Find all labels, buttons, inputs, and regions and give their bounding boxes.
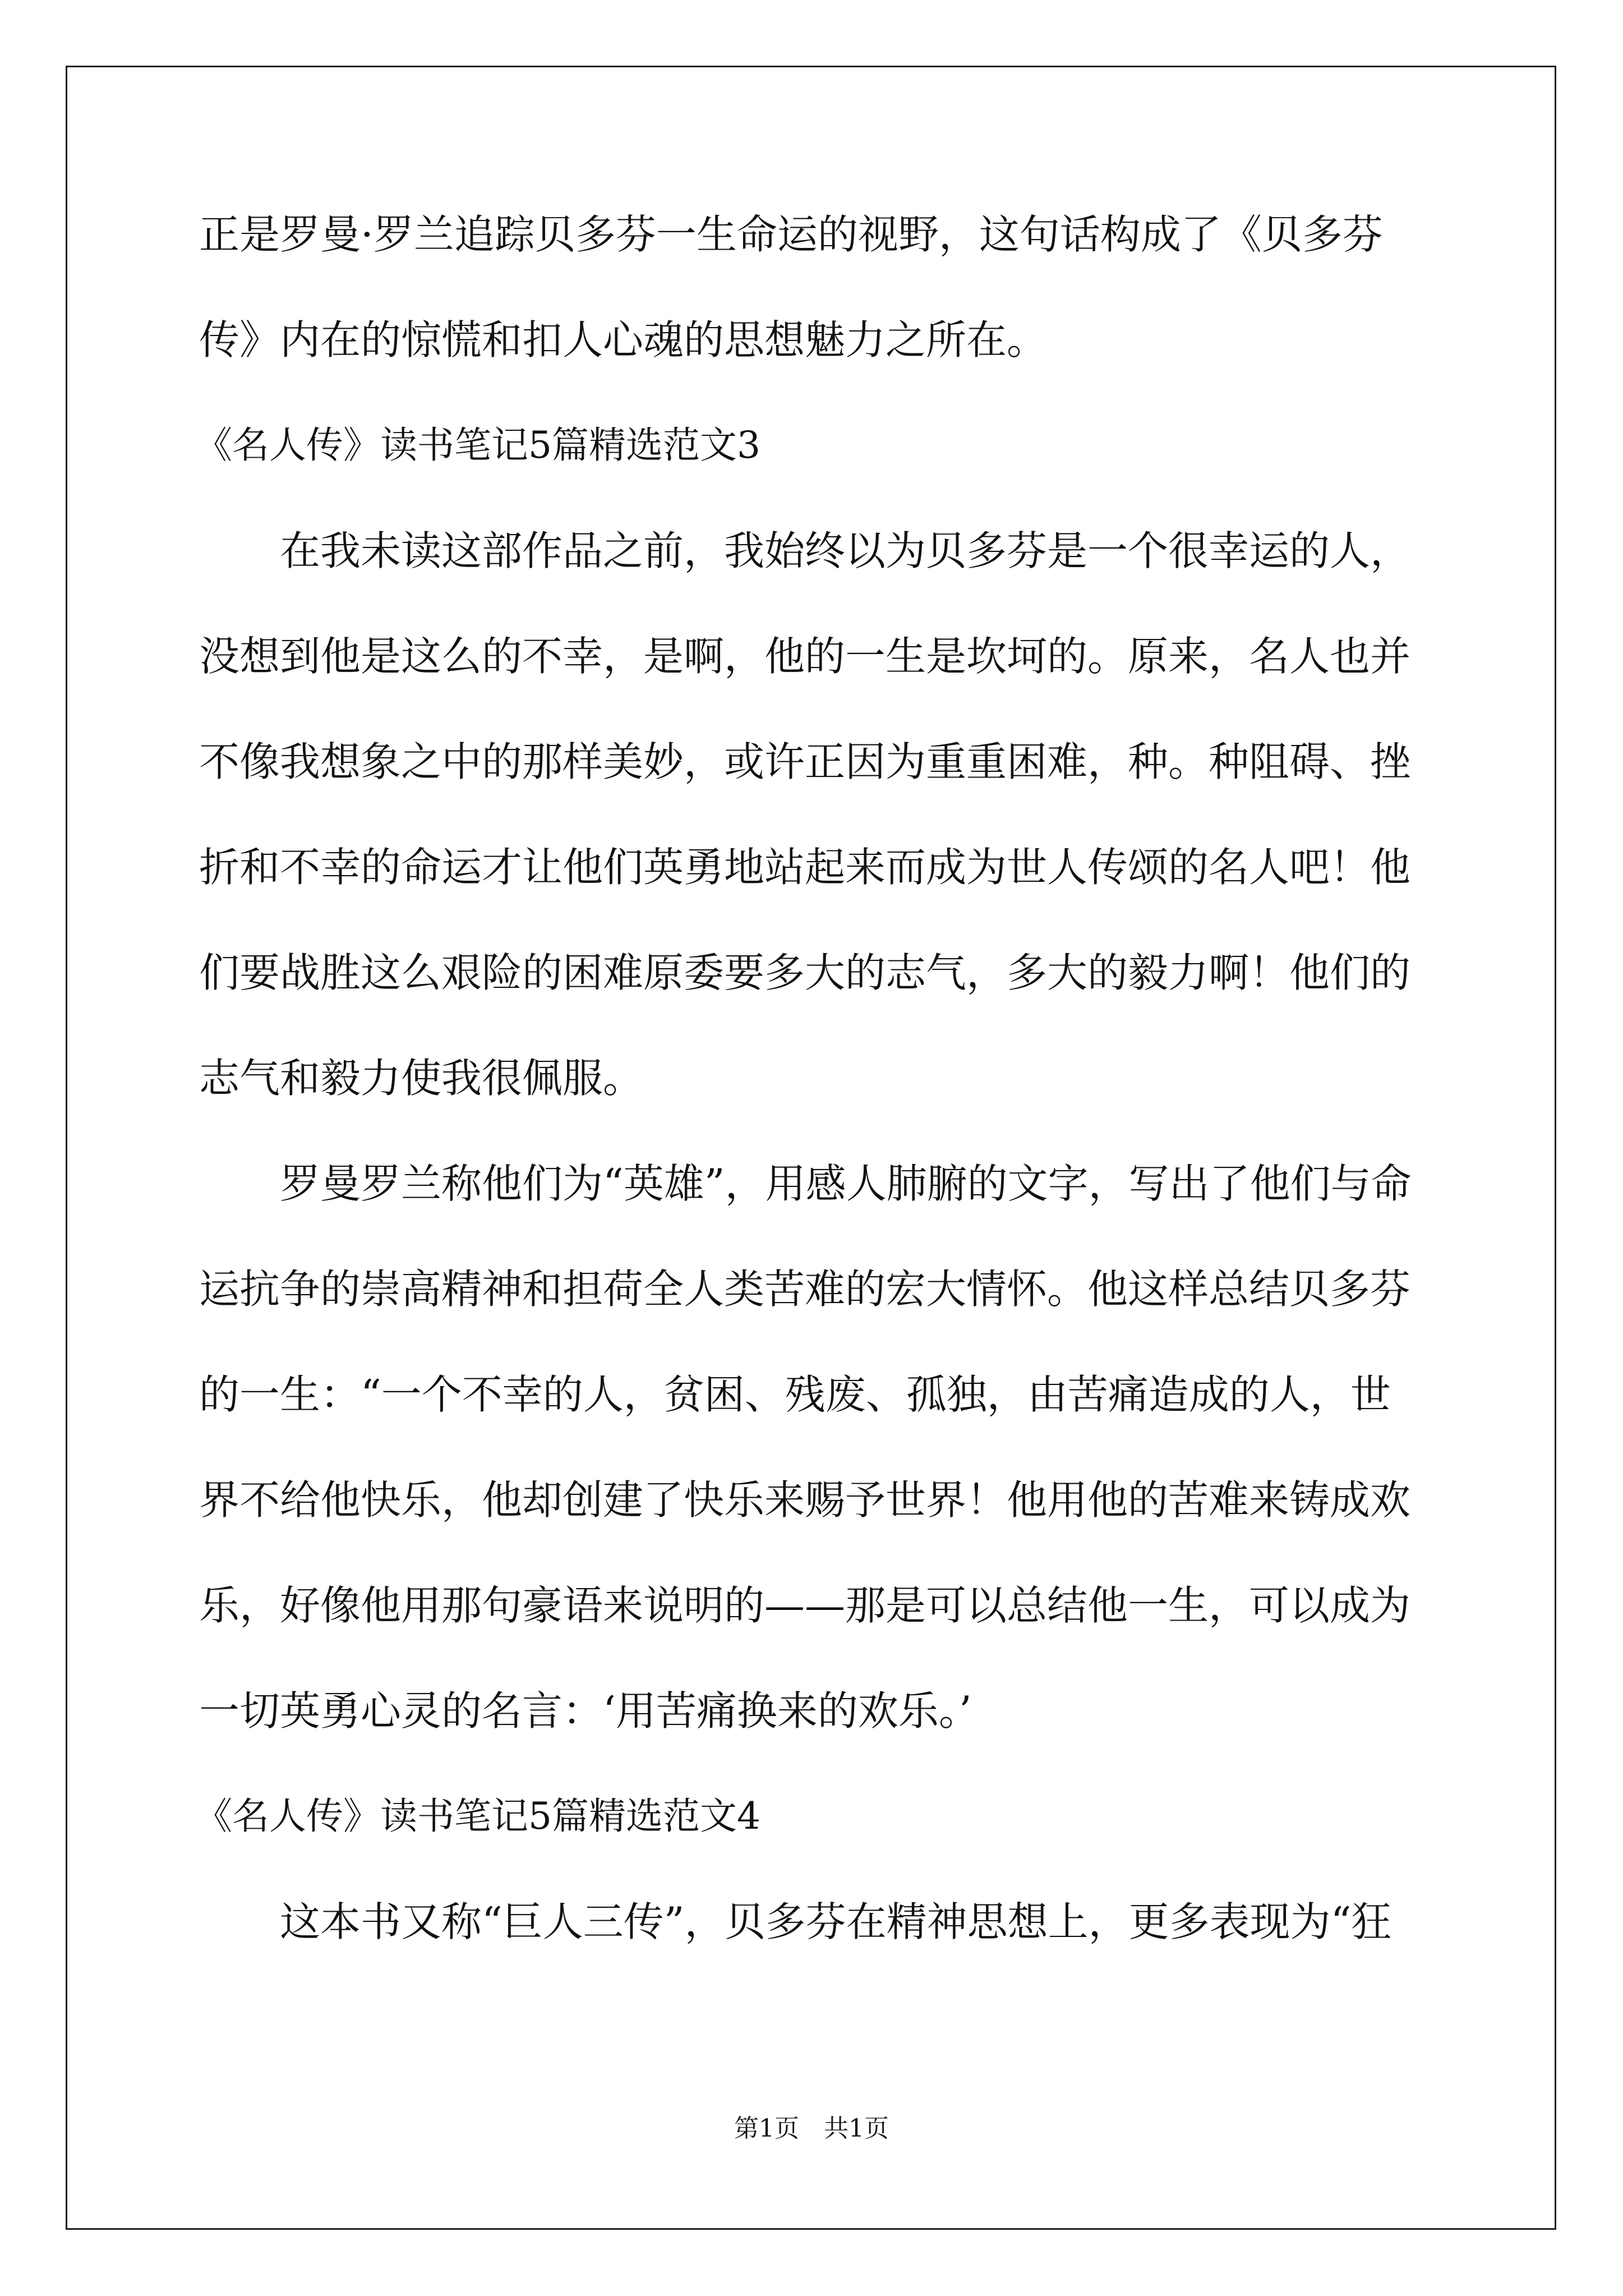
- section-heading: 《名人传》读书笔记5篇精选范文4: [195, 1795, 760, 1838]
- text-line: 界不给他快乐，他却创建了快乐来赐予世界！他用他的苦难来铸成欢: [199, 1476, 1411, 1524]
- text-line: 乐，好像他用那句豪语来说明的——那是可以总结他一生，可以成为: [199, 1582, 1411, 1629]
- text-line: 一切英勇心灵的名言：‘用苦痛换来的欢乐。’: [199, 1687, 972, 1734]
- section-heading: 《名人传》读书笔记5篇精选范文3: [195, 424, 760, 467]
- text-line: 没想到他是这么的不幸，是啊，他的一生是坎坷的。原来，名人也并: [199, 633, 1411, 680]
- page-number-footer: 第1页 共1页: [734, 2114, 889, 2143]
- document-body: [195, 211, 1427, 2005]
- paragraph-first-line: 在我未读这部作品之前，我始终以为贝多芬是一个很幸运的人，: [280, 527, 1411, 574]
- text-line: 折和不幸的命运才让他们英勇地站起来而成为世人传颂的名人吧！他: [199, 844, 1411, 891]
- text-line: 志气和毅力使我很佩服。: [199, 1055, 644, 1102]
- text-line: 的一生：“一个不幸的人，贫困、残废、孤独，由苦痛造成的人，世: [199, 1371, 1391, 1418]
- paragraph-first-line: 罗曼罗兰称他们为“英雄”，用感人肺腑的文字，写出了他们与命: [280, 1160, 1412, 1207]
- text-line: 不像我想象之中的那样美妙，或许正因为重重困难，种。种阻碍、挫: [199, 738, 1411, 785]
- text-line: 运抗争的崇高精神和担荷全人类苦难的宏大情怀。他这样总结贝多芬: [199, 1266, 1411, 1313]
- text-line: 传》内在的惊慌和扣人心魂的思想魅力之所在。: [199, 316, 1048, 364]
- paragraph-first-line: 这本书又称“巨人三传”，贝多芬在精神思想上，更多表现为“狂: [280, 1898, 1392, 1945]
- text-line: 们要战胜这么艰险的困难原委要多大的志气，多大的毅力啊！他们的: [199, 949, 1411, 996]
- text-line: 正是罗曼·罗兰追踪贝多芬一生命运的视野，这句话构成了《贝多芬: [199, 211, 1383, 258]
